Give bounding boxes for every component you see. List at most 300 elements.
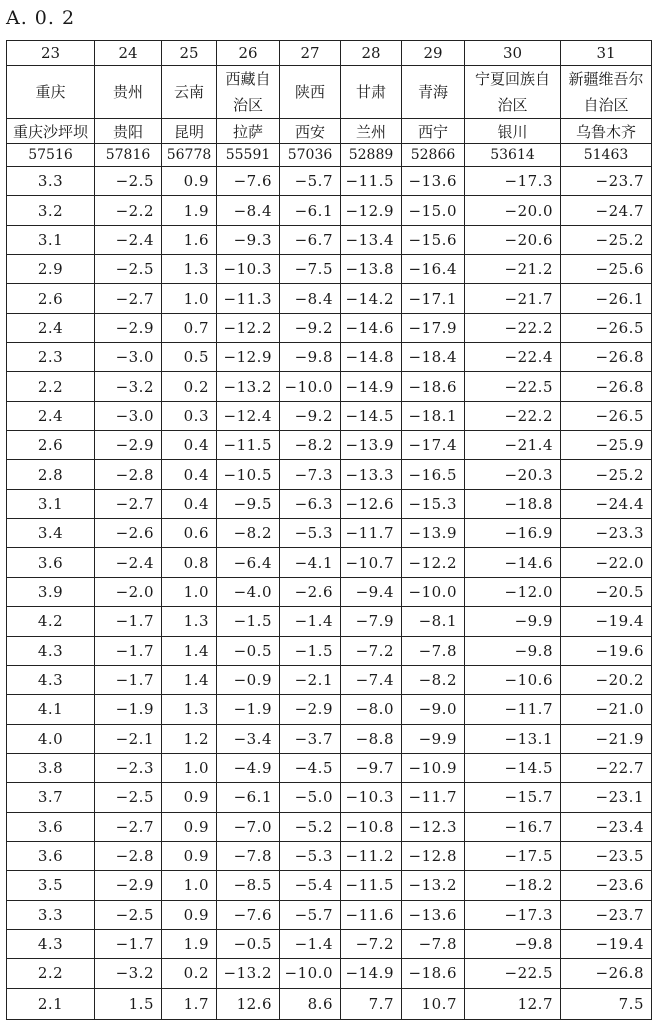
column-index-row xyxy=(7,41,652,66)
table-cell: −17.1 xyxy=(402,284,465,313)
table-cell: −9.9 xyxy=(465,607,561,636)
province-name: 陕西 xyxy=(280,66,341,119)
table-cell: −20.6 xyxy=(465,225,561,254)
table-cell: −3.0 xyxy=(95,343,162,372)
table-row xyxy=(7,489,652,518)
table-cell: −2.8 xyxy=(95,460,162,489)
table-cell: 1.9 xyxy=(162,196,217,225)
table-cell: −13.6 xyxy=(402,167,465,196)
table-cell: −19.6 xyxy=(561,636,652,665)
table-cell: 1.0 xyxy=(162,577,217,606)
table-cell: 7.5 xyxy=(561,988,652,1019)
table-cell: −12.6 xyxy=(341,489,402,518)
table-cell: 0.9 xyxy=(162,167,217,196)
province-name: 云南 xyxy=(162,66,217,119)
table-cell: −26.5 xyxy=(561,401,652,430)
table-cell: 0.5 xyxy=(162,343,217,372)
table-cell: −13.4 xyxy=(341,225,402,254)
table-cell: −22.5 xyxy=(465,959,561,988)
station-name: 拉萨 xyxy=(217,119,280,144)
table-cell: −4.5 xyxy=(280,753,341,782)
table-cell: −5.3 xyxy=(280,841,341,870)
table-cell: −12.2 xyxy=(217,313,280,342)
table-cell: −25.9 xyxy=(561,431,652,460)
table-cell: 0.2 xyxy=(162,959,217,988)
table-cell: −5.3 xyxy=(280,519,341,548)
column-index: 25 xyxy=(162,41,217,66)
table-cell: −21.9 xyxy=(561,724,652,753)
table-cell: −14.9 xyxy=(341,959,402,988)
table-cell: 8.6 xyxy=(280,988,341,1019)
table-cell: −9.9 xyxy=(402,724,465,753)
province-name: 西藏自治区 xyxy=(217,66,280,119)
table-cell: −18.4 xyxy=(402,343,465,372)
table-cell: −13.6 xyxy=(402,900,465,929)
table-row xyxy=(7,636,652,665)
table-cell: −5.7 xyxy=(280,167,341,196)
table-cell: −10.3 xyxy=(341,783,402,812)
station-name: 西安 xyxy=(280,119,341,144)
table-cell: 3.1 xyxy=(7,489,95,518)
table-row xyxy=(7,313,652,342)
table-cell: −8.1 xyxy=(402,607,465,636)
table-cell: 4.1 xyxy=(7,695,95,724)
table-cell: 1.7 xyxy=(162,988,217,1019)
table-row xyxy=(7,724,652,753)
table-cell: −23.5 xyxy=(561,841,652,870)
table-cell: 10.7 xyxy=(402,988,465,1019)
table-cell: −2.9 xyxy=(95,313,162,342)
table-cell: 2.4 xyxy=(7,313,95,342)
table-cell: −15.6 xyxy=(402,225,465,254)
table-cell: 3.4 xyxy=(7,519,95,548)
table-cell: 0.3 xyxy=(162,401,217,430)
table-row xyxy=(7,519,652,548)
province-name: 青海 xyxy=(402,66,465,119)
table-cell: 3.3 xyxy=(7,167,95,196)
table-cell: −0.9 xyxy=(217,665,280,694)
table-cell: −4.0 xyxy=(217,577,280,606)
table-cell: −8.2 xyxy=(402,665,465,694)
table-cell: 4.3 xyxy=(7,929,95,958)
table-cell: −11.7 xyxy=(465,695,561,724)
table-cell: −22.5 xyxy=(465,372,561,401)
table-cell: −14.6 xyxy=(465,548,561,577)
table-cell: 1.0 xyxy=(162,871,217,900)
table-cell: −7.0 xyxy=(217,812,280,841)
table-cell: −2.7 xyxy=(95,812,162,841)
table-cell: −2.8 xyxy=(95,841,162,870)
table-cell: 0.2 xyxy=(162,372,217,401)
table-cell: −23.1 xyxy=(561,783,652,812)
table-row xyxy=(7,812,652,841)
table-cell: 12.6 xyxy=(217,988,280,1019)
table-cell: 1.5 xyxy=(95,988,162,1019)
table-cell: 4.2 xyxy=(7,607,95,636)
table-cell: −11.3 xyxy=(217,284,280,313)
table-cell: 3.9 xyxy=(7,577,95,606)
station-name: 昆明 xyxy=(162,119,217,144)
table-cell: 2.6 xyxy=(7,431,95,460)
table-cell: 1.9 xyxy=(162,929,217,958)
table-cell: −7.4 xyxy=(341,665,402,694)
table-cell: −7.6 xyxy=(217,167,280,196)
table-cell: −1.4 xyxy=(280,607,341,636)
table-cell: −13.2 xyxy=(217,372,280,401)
table-cell: −12.9 xyxy=(341,196,402,225)
table-cell: −0.5 xyxy=(217,929,280,958)
table-cell: −24.4 xyxy=(561,489,652,518)
temperature-table xyxy=(6,40,652,1020)
table-cell: −7.8 xyxy=(402,929,465,958)
table-cell: 2.3 xyxy=(7,343,95,372)
station-id: 53614 xyxy=(465,144,561,167)
table-row xyxy=(7,959,652,988)
table-cell: −26.8 xyxy=(561,343,652,372)
table-cell: −23.7 xyxy=(561,900,652,929)
column-index: 31 xyxy=(561,41,652,66)
table-cell: −13.3 xyxy=(341,460,402,489)
table-cell: 0.9 xyxy=(162,841,217,870)
table-cell: 1.2 xyxy=(162,724,217,753)
table-cell: −9.4 xyxy=(341,577,402,606)
table-row xyxy=(7,753,652,782)
station-id: 57036 xyxy=(280,144,341,167)
table-cell: −6.3 xyxy=(280,489,341,518)
station-name: 银川 xyxy=(465,119,561,144)
table-cell: −7.3 xyxy=(280,460,341,489)
table-row xyxy=(7,871,652,900)
table-cell: −10.3 xyxy=(217,255,280,284)
station-name: 兰州 xyxy=(341,119,402,144)
station-id: 57516 xyxy=(7,144,95,167)
temperature-values xyxy=(7,167,652,1020)
table-cell: −13.9 xyxy=(341,431,402,460)
table-cell: 0.9 xyxy=(162,783,217,812)
table-cell: −17.9 xyxy=(402,313,465,342)
table-cell: −13.2 xyxy=(402,871,465,900)
table-cell: −20.5 xyxy=(561,577,652,606)
table-row xyxy=(7,401,652,430)
table-cell: −11.7 xyxy=(341,519,402,548)
table-cell: −1.4 xyxy=(280,929,341,958)
province-name: 贵州 xyxy=(95,66,162,119)
table-cell: 4.3 xyxy=(7,665,95,694)
table-cell: −14.5 xyxy=(465,753,561,782)
table-cell: −12.8 xyxy=(402,841,465,870)
table-cell: 0.4 xyxy=(162,489,217,518)
table-cell: −2.4 xyxy=(95,548,162,577)
table-cell: −8.4 xyxy=(217,196,280,225)
table-cell: −9.8 xyxy=(465,929,561,958)
table-cell: 2.9 xyxy=(7,255,95,284)
table-cell: −2.2 xyxy=(95,196,162,225)
table-cell: −2.0 xyxy=(95,577,162,606)
table-cell: 0.4 xyxy=(162,460,217,489)
table-cell: 0.7 xyxy=(162,313,217,342)
table-row xyxy=(7,196,652,225)
table-cell: −1.9 xyxy=(95,695,162,724)
table-cell: −2.3 xyxy=(95,753,162,782)
table-row xyxy=(7,988,652,1019)
table-row xyxy=(7,372,652,401)
table-cell: 1.3 xyxy=(162,607,217,636)
table-row xyxy=(7,900,652,929)
table-row xyxy=(7,225,652,254)
table-cell: −7.9 xyxy=(341,607,402,636)
station-name: 重庆沙坪坝 xyxy=(7,119,95,144)
table-cell: 1.4 xyxy=(162,665,217,694)
table-cell: −7.2 xyxy=(341,929,402,958)
table-cell: −5.2 xyxy=(280,812,341,841)
table-cell: −5.4 xyxy=(280,871,341,900)
table-cell: −14.6 xyxy=(341,313,402,342)
table-cell: 2.1 xyxy=(7,988,95,1019)
table-cell: −11.5 xyxy=(341,167,402,196)
column-index: 28 xyxy=(341,41,402,66)
table-cell: −9.2 xyxy=(280,313,341,342)
table-cell: −1.7 xyxy=(95,929,162,958)
table-cell: −8.8 xyxy=(341,724,402,753)
table-cell: −2.4 xyxy=(95,225,162,254)
table-cell: −23.3 xyxy=(561,519,652,548)
table-cell: 2.8 xyxy=(7,460,95,489)
table-cell: −1.9 xyxy=(217,695,280,724)
station-name: 乌鲁木齐 xyxy=(561,119,652,144)
table-cell: −7.2 xyxy=(341,636,402,665)
table-cell: 3.3 xyxy=(7,900,95,929)
table-cell: −2.9 xyxy=(95,871,162,900)
station-name-row xyxy=(7,119,652,144)
table-cell: −20.3 xyxy=(465,460,561,489)
table-cell: −1.7 xyxy=(95,607,162,636)
table-cell: 1.4 xyxy=(162,636,217,665)
table-cell: −2.9 xyxy=(280,695,341,724)
table-cell: −8.5 xyxy=(217,871,280,900)
province-name: 宁夏回族自治区 xyxy=(465,66,561,119)
table-cell: 3.7 xyxy=(7,783,95,812)
table-cell: −11.6 xyxy=(341,900,402,929)
table-cell: −3.4 xyxy=(217,724,280,753)
table-row xyxy=(7,841,652,870)
table-cell: −10.0 xyxy=(280,372,341,401)
table-cell: −10.8 xyxy=(341,812,402,841)
table-cell: −25.6 xyxy=(561,255,652,284)
table-cell: 3.6 xyxy=(7,548,95,577)
table-row xyxy=(7,255,652,284)
table-cell: −2.1 xyxy=(280,665,341,694)
table-cell: −6.4 xyxy=(217,548,280,577)
table-cell: −9.0 xyxy=(402,695,465,724)
table-cell: 0.8 xyxy=(162,548,217,577)
table-cell: −2.6 xyxy=(95,519,162,548)
table-cell: 4.3 xyxy=(7,636,95,665)
table-cell: 1.3 xyxy=(162,255,217,284)
table-cell: −2.5 xyxy=(95,900,162,929)
table-cell: −22.2 xyxy=(465,313,561,342)
table-cell: −26.8 xyxy=(561,372,652,401)
table-cell: −12.9 xyxy=(217,343,280,372)
table-caption: A. 0. 2 xyxy=(6,7,76,29)
table-cell: −8.4 xyxy=(280,284,341,313)
province-name: 新疆维吾尔自治区 xyxy=(561,66,652,119)
table-cell: −15.0 xyxy=(402,196,465,225)
station-id: 55591 xyxy=(217,144,280,167)
column-index: 30 xyxy=(465,41,561,66)
table-row xyxy=(7,548,652,577)
table-cell: 7.7 xyxy=(341,988,402,1019)
table-cell: −9.5 xyxy=(217,489,280,518)
table-cell: −14.8 xyxy=(341,343,402,372)
table-row xyxy=(7,167,652,196)
table-cell: −19.4 xyxy=(561,607,652,636)
table-cell: −17.3 xyxy=(465,900,561,929)
table-cell: 2.2 xyxy=(7,372,95,401)
table-cell: −17.5 xyxy=(465,841,561,870)
table-cell: −4.1 xyxy=(280,548,341,577)
table-cell: −6.7 xyxy=(280,225,341,254)
table-cell: −13.8 xyxy=(341,255,402,284)
table-cell: −2.6 xyxy=(280,577,341,606)
table-cell: −20.0 xyxy=(465,196,561,225)
table-cell: −5.7 xyxy=(280,900,341,929)
table-cell: −7.8 xyxy=(217,841,280,870)
table-cell: −7.6 xyxy=(217,900,280,929)
table-cell: −26.1 xyxy=(561,284,652,313)
table-cell: 1.6 xyxy=(162,225,217,254)
table-cell: −21.2 xyxy=(465,255,561,284)
table-cell: −8.2 xyxy=(280,431,341,460)
table-cell: −12.2 xyxy=(402,548,465,577)
table-cell: −2.5 xyxy=(95,255,162,284)
table-cell: −8.0 xyxy=(341,695,402,724)
station-name: 西宁 xyxy=(402,119,465,144)
table-cell: −15.7 xyxy=(465,783,561,812)
table-cell: −3.2 xyxy=(95,372,162,401)
table-cell: −7.8 xyxy=(402,636,465,665)
table-cell: −11.2 xyxy=(341,841,402,870)
table-cell: 0.9 xyxy=(162,812,217,841)
station-id: 52889 xyxy=(341,144,402,167)
column-index: 29 xyxy=(402,41,465,66)
table-cell: −22.4 xyxy=(465,343,561,372)
table-cell: −11.5 xyxy=(217,431,280,460)
province-row xyxy=(7,66,652,119)
table-cell: −23.4 xyxy=(561,812,652,841)
table-cell: −21.7 xyxy=(465,284,561,313)
table-cell: −18.1 xyxy=(402,401,465,430)
table-cell: −9.8 xyxy=(465,636,561,665)
table-row xyxy=(7,343,652,372)
table-cell: −18.8 xyxy=(465,489,561,518)
table-cell: 2.4 xyxy=(7,401,95,430)
table-cell: −15.3 xyxy=(402,489,465,518)
station-id: 56778 xyxy=(162,144,217,167)
table-cell: 12.7 xyxy=(465,988,561,1019)
table-cell: −5.0 xyxy=(280,783,341,812)
station-id: 51463 xyxy=(561,144,652,167)
table-cell: −10.5 xyxy=(217,460,280,489)
table-row xyxy=(7,665,652,694)
table-cell: −16.4 xyxy=(402,255,465,284)
table-cell: −9.8 xyxy=(280,343,341,372)
table-row xyxy=(7,929,652,958)
table-cell: −3.0 xyxy=(95,401,162,430)
table-cell: −10.7 xyxy=(341,548,402,577)
table-cell: −19.4 xyxy=(561,929,652,958)
table-cell: −3.2 xyxy=(95,959,162,988)
table-cell: −12.3 xyxy=(402,812,465,841)
column-index: 24 xyxy=(95,41,162,66)
table-cell: 0.6 xyxy=(162,519,217,548)
table-cell: −18.6 xyxy=(402,372,465,401)
table-cell: −17.4 xyxy=(402,431,465,460)
table-cell: −21.4 xyxy=(465,431,561,460)
column-index: 27 xyxy=(280,41,341,66)
table-cell: 3.5 xyxy=(7,871,95,900)
table-cell: −22.0 xyxy=(561,548,652,577)
table-row xyxy=(7,783,652,812)
table-cell: 3.6 xyxy=(7,812,95,841)
table-cell: 3.2 xyxy=(7,196,95,225)
table-cell: −10.0 xyxy=(280,959,341,988)
table-row xyxy=(7,460,652,489)
table-cell: −16.7 xyxy=(465,812,561,841)
table-cell: 1.0 xyxy=(162,284,217,313)
table-cell: −11.7 xyxy=(402,783,465,812)
table-cell: 4.0 xyxy=(7,724,95,753)
table-cell: −12.4 xyxy=(217,401,280,430)
table-cell: −0.5 xyxy=(217,636,280,665)
table-cell: −6.1 xyxy=(280,196,341,225)
table-cell: −16.9 xyxy=(465,519,561,548)
table-cell: −13.1 xyxy=(465,724,561,753)
table-cell: −1.5 xyxy=(217,607,280,636)
table-cell: −17.3 xyxy=(465,167,561,196)
table-cell: −21.0 xyxy=(561,695,652,724)
column-index: 23 xyxy=(7,41,95,66)
table-cell: −10.6 xyxy=(465,665,561,694)
table-cell: 1.3 xyxy=(162,695,217,724)
table-cell: −2.9 xyxy=(95,431,162,460)
table-cell: 0.4 xyxy=(162,431,217,460)
table-cell: −6.1 xyxy=(217,783,280,812)
station-id-row xyxy=(7,144,652,167)
table-cell: −13.2 xyxy=(217,959,280,988)
table-cell: −2.1 xyxy=(95,724,162,753)
table-cell: −14.9 xyxy=(341,372,402,401)
table-cell: −1.7 xyxy=(95,665,162,694)
table-cell: 2.6 xyxy=(7,284,95,313)
table-cell: −22.7 xyxy=(561,753,652,782)
table-cell: −24.7 xyxy=(561,196,652,225)
table-row xyxy=(7,431,652,460)
table-cell: −12.0 xyxy=(465,577,561,606)
table-cell: 0.9 xyxy=(162,900,217,929)
table-cell: −10.9 xyxy=(402,753,465,782)
table-cell: −10.0 xyxy=(402,577,465,606)
table-cell: −14.2 xyxy=(341,284,402,313)
table-cell: −9.7 xyxy=(341,753,402,782)
table-cell: −1.7 xyxy=(95,636,162,665)
province-name: 甘肃 xyxy=(341,66,402,119)
table-row xyxy=(7,695,652,724)
table-cell: −7.5 xyxy=(280,255,341,284)
table-cell: −20.2 xyxy=(561,665,652,694)
table-cell: −2.7 xyxy=(95,284,162,313)
table-cell: 3.6 xyxy=(7,841,95,870)
table-cell: 2.2 xyxy=(7,959,95,988)
